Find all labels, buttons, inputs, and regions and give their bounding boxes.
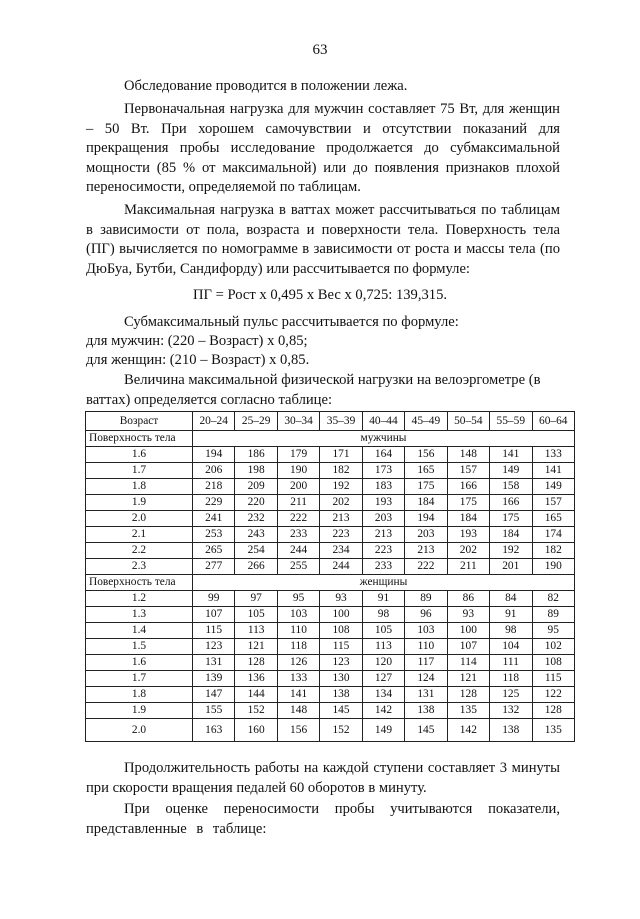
header-age-group: 25–29 xyxy=(235,412,277,431)
table-row xyxy=(86,703,575,719)
load-cell: 124 xyxy=(405,671,447,687)
load-cell: 121 xyxy=(447,671,489,687)
load-cell: 130 xyxy=(320,671,362,687)
load-cell: 254 xyxy=(235,543,277,559)
load-cell: 128 xyxy=(235,655,277,671)
body-surface-formula: ПГ = Рост х 0,495 х Вес х 0,725: 139,315. xyxy=(192,287,448,303)
paragraph-tolerance: При оценке переносимости пробы учитываются показатели, представленные в таблице: xyxy=(86,801,560,837)
load-cell: 141 xyxy=(277,687,319,703)
load-cell: 233 xyxy=(277,527,319,543)
load-cell: 243 xyxy=(235,527,277,543)
load-cell: 103 xyxy=(405,623,447,639)
load-cell: 82 xyxy=(532,591,575,607)
load-cell: 149 xyxy=(490,463,532,479)
men-label: мужчины xyxy=(193,431,575,447)
table-row xyxy=(86,495,575,511)
load-cell: 99 xyxy=(193,591,235,607)
header-surface: Поверхность тела xyxy=(86,431,193,447)
load-cell: 164 xyxy=(362,447,404,463)
surface-cell: 1.3 xyxy=(86,607,193,623)
load-cell: 111 xyxy=(490,655,532,671)
load-cell: 165 xyxy=(405,463,447,479)
table-row xyxy=(86,511,575,527)
load-cell: 148 xyxy=(277,703,319,719)
load-cell: 134 xyxy=(362,687,404,703)
header-age-group: 35–39 xyxy=(320,412,362,431)
load-cell: 110 xyxy=(405,639,447,655)
surface-cell: 1.9 xyxy=(86,703,193,719)
load-cell: 145 xyxy=(320,703,362,719)
table-row xyxy=(86,671,575,687)
load-cell: 131 xyxy=(405,687,447,703)
load-cell: 182 xyxy=(532,543,575,559)
women-label: женщины xyxy=(193,575,575,591)
load-cell: 135 xyxy=(447,703,489,719)
table-row xyxy=(86,623,575,639)
load-cell: 98 xyxy=(490,623,532,639)
load-cell: 157 xyxy=(532,495,575,511)
load-cell: 115 xyxy=(193,623,235,639)
load-cell: 113 xyxy=(362,639,404,655)
load-cell: 234 xyxy=(320,543,362,559)
load-cell: 201 xyxy=(490,559,532,575)
load-cell: 175 xyxy=(405,479,447,495)
surface-cell: 1.7 xyxy=(86,463,193,479)
load-cell: 203 xyxy=(362,511,404,527)
load-cell: 190 xyxy=(532,559,575,575)
load-cell: 266 xyxy=(235,559,277,575)
load-cell: 163 xyxy=(193,719,235,742)
load-cell: 118 xyxy=(277,639,319,655)
surface-cell: 1.7 xyxy=(86,671,193,687)
load-cell: 93 xyxy=(447,607,489,623)
load-cell: 149 xyxy=(532,479,575,495)
load-cell: 149 xyxy=(362,719,404,742)
women-section-row xyxy=(86,575,575,591)
load-cell: 110 xyxy=(277,623,319,639)
load-cell: 165 xyxy=(532,511,575,527)
load-cell: 128 xyxy=(532,703,575,719)
paragraph-submax-pulse: Субмаксимальный пульс рассчитывается по формуле: xyxy=(124,314,459,330)
table-row xyxy=(86,527,575,543)
load-cell: 155 xyxy=(193,703,235,719)
load-cell: 118 xyxy=(490,671,532,687)
load-cell: 171 xyxy=(320,447,362,463)
load-cell: 156 xyxy=(405,447,447,463)
load-cell: 89 xyxy=(532,607,575,623)
load-cell: 166 xyxy=(490,495,532,511)
load-cell: 202 xyxy=(447,543,489,559)
surface-cell: 1.8 xyxy=(86,687,193,703)
load-cell: 120 xyxy=(362,655,404,671)
load-cell: 127 xyxy=(362,671,404,687)
load-cell: 95 xyxy=(532,623,575,639)
load-cell: 223 xyxy=(320,527,362,543)
load-cell: 198 xyxy=(235,463,277,479)
load-cell: 179 xyxy=(277,447,319,463)
formula-men: для мужчин: (220 – Возраст) х 0,85; xyxy=(86,333,308,349)
load-cell: 105 xyxy=(235,607,277,623)
load-cell: 138 xyxy=(490,719,532,742)
table-row xyxy=(86,543,575,559)
load-cell: 132 xyxy=(490,703,532,719)
table-row xyxy=(86,463,575,479)
load-cell: 166 xyxy=(447,479,489,495)
load-cell: 138 xyxy=(320,687,362,703)
load-cell: 86 xyxy=(447,591,489,607)
load-cell: 142 xyxy=(362,703,404,719)
load-cell: 103 xyxy=(277,607,319,623)
load-cell: 144 xyxy=(235,687,277,703)
table-row xyxy=(86,687,575,703)
load-cell: 138 xyxy=(405,703,447,719)
load-cell: 113 xyxy=(235,623,277,639)
load-cell: 100 xyxy=(320,607,362,623)
header-age-group: 50–54 xyxy=(447,412,489,431)
load-cell: 193 xyxy=(447,527,489,543)
load-cell: 203 xyxy=(405,527,447,543)
load-cell: 96 xyxy=(405,607,447,623)
load-cell: 223 xyxy=(362,543,404,559)
load-cell: 125 xyxy=(490,687,532,703)
table-row xyxy=(86,607,575,623)
paragraph-initial-load: Первоначальная нагрузка для мужчин составляет 75 Вт, для женщин – 50 Вт. При хорошем самочувствии и отсутствии показаний для прекращения пробы исследование продолжается до субмаксимальной мощности (85 % от максимальной) или до появления признаков плохой переносимости, определяемой по таблицам. xyxy=(86,101,560,196)
paragraph-position: Обследование проводится в положении лежа. xyxy=(124,78,408,94)
load-cell: 211 xyxy=(277,495,319,511)
men-section-row xyxy=(86,431,575,447)
surface-cell: 1.8 xyxy=(86,479,193,495)
table-row xyxy=(86,447,575,463)
load-cell: 123 xyxy=(193,639,235,655)
load-cell: 107 xyxy=(193,607,235,623)
load-cell: 244 xyxy=(277,543,319,559)
load-cell: 160 xyxy=(235,719,277,742)
load-cell: 253 xyxy=(193,527,235,543)
load-cell: 136 xyxy=(235,671,277,687)
load-cell: 213 xyxy=(320,511,362,527)
load-cell: 192 xyxy=(490,543,532,559)
load-cell: 183 xyxy=(362,479,404,495)
load-cell: 145 xyxy=(405,719,447,742)
load-cell: 122 xyxy=(532,687,575,703)
load-cell: 213 xyxy=(405,543,447,559)
surface-cell: 2.2 xyxy=(86,543,193,559)
load-cell: 218 xyxy=(193,479,235,495)
surface-cell: 1.4 xyxy=(86,623,193,639)
max-load-table xyxy=(85,411,575,742)
load-cell: 98 xyxy=(362,607,404,623)
load-cell: 200 xyxy=(277,479,319,495)
load-cell: 158 xyxy=(490,479,532,495)
surface-cell: 1.5 xyxy=(86,639,193,655)
load-cell: 121 xyxy=(235,639,277,655)
page-number: 63 xyxy=(312,42,328,58)
load-cell: 131 xyxy=(193,655,235,671)
load-cell: 192 xyxy=(320,479,362,495)
table-row xyxy=(86,639,575,655)
table-row xyxy=(86,655,575,671)
load-cell: 184 xyxy=(405,495,447,511)
header-age: Возраст xyxy=(86,412,193,431)
surface-cell: 2.0 xyxy=(86,511,193,527)
paragraph-stage-duration: Продолжительность работы на каждой ступени составляет 3 минуты при скорости вращения педалей 60 оборотов в минуту. xyxy=(86,760,560,796)
load-cell: 104 xyxy=(490,639,532,655)
surface-cell: 2.3 xyxy=(86,559,193,575)
load-cell: 102 xyxy=(532,639,575,655)
table-row xyxy=(86,591,575,607)
load-cell: 202 xyxy=(320,495,362,511)
surface-cell: 1.6 xyxy=(86,655,193,671)
load-cell: 141 xyxy=(490,447,532,463)
header-age-group: 45–49 xyxy=(405,412,447,431)
surface-cell: 1.6 xyxy=(86,447,193,463)
header-age-group: 20–24 xyxy=(193,412,235,431)
load-cell: 194 xyxy=(193,447,235,463)
load-cell: 114 xyxy=(447,655,489,671)
load-cell: 91 xyxy=(362,591,404,607)
table-row xyxy=(86,559,575,575)
load-cell: 142 xyxy=(447,719,489,742)
load-cell: 117 xyxy=(405,655,447,671)
table-header-row xyxy=(86,412,575,431)
load-cell: 190 xyxy=(277,463,319,479)
surface-cell: 1.9 xyxy=(86,495,193,511)
load-cell: 141 xyxy=(532,463,575,479)
load-cell: 222 xyxy=(277,511,319,527)
header-age-group: 30–34 xyxy=(277,412,319,431)
load-cell: 233 xyxy=(362,559,404,575)
load-cell: 84 xyxy=(490,591,532,607)
load-cell: 108 xyxy=(532,655,575,671)
load-cell: 241 xyxy=(193,511,235,527)
load-cell: 174 xyxy=(532,527,575,543)
load-cell: 97 xyxy=(235,591,277,607)
load-cell: 133 xyxy=(532,447,575,463)
load-cell: 193 xyxy=(362,495,404,511)
load-cell: 184 xyxy=(447,511,489,527)
load-cell: 244 xyxy=(320,559,362,575)
header-surface: Поверхность тела xyxy=(86,575,193,591)
load-cell: 152 xyxy=(320,719,362,742)
load-cell: 89 xyxy=(405,591,447,607)
load-cell: 152 xyxy=(235,703,277,719)
load-cell: 211 xyxy=(447,559,489,575)
load-cell: 148 xyxy=(447,447,489,463)
load-cell: 277 xyxy=(193,559,235,575)
load-cell: 126 xyxy=(277,655,319,671)
load-cell: 175 xyxy=(447,495,489,511)
load-cell: 128 xyxy=(447,687,489,703)
load-cell: 186 xyxy=(235,447,277,463)
load-cell: 222 xyxy=(405,559,447,575)
load-cell: 194 xyxy=(405,511,447,527)
table-row xyxy=(86,719,575,742)
surface-cell: 1.2 xyxy=(86,591,193,607)
paragraph-table-intro: Величина максимальной физической нагрузки на велоэргометре (в ваттах) определяется согласно таблице: xyxy=(86,372,541,408)
load-cell: 100 xyxy=(447,623,489,639)
load-cell: 184 xyxy=(490,527,532,543)
formula-women: для женщин: (210 – Возраст) х 0,85. xyxy=(86,352,310,368)
load-cell: 115 xyxy=(532,671,575,687)
load-cell: 182 xyxy=(320,463,362,479)
header-age-group: 60–64 xyxy=(532,412,575,431)
surface-cell: 2.0 xyxy=(86,719,193,742)
load-cell: 107 xyxy=(447,639,489,655)
load-cell: 91 xyxy=(490,607,532,623)
load-cell: 108 xyxy=(320,623,362,639)
load-cell: 115 xyxy=(320,639,362,655)
header-age-group: 40–44 xyxy=(362,412,404,431)
load-cell: 156 xyxy=(277,719,319,742)
header-age-group: 55–59 xyxy=(490,412,532,431)
load-cell: 147 xyxy=(193,687,235,703)
load-cell: 232 xyxy=(235,511,277,527)
load-cell: 123 xyxy=(320,655,362,671)
surface-cell: 2.1 xyxy=(86,527,193,543)
load-cell: 105 xyxy=(362,623,404,639)
load-cell: 175 xyxy=(490,511,532,527)
load-cell: 135 xyxy=(532,719,575,742)
load-cell: 255 xyxy=(277,559,319,575)
load-cell: 139 xyxy=(193,671,235,687)
load-cell: 206 xyxy=(193,463,235,479)
load-cell: 95 xyxy=(277,591,319,607)
table-row xyxy=(86,479,575,495)
load-cell: 220 xyxy=(235,495,277,511)
load-cell: 229 xyxy=(193,495,235,511)
load-cell: 173 xyxy=(362,463,404,479)
load-cell: 265 xyxy=(193,543,235,559)
load-cell: 213 xyxy=(362,527,404,543)
load-cell: 93 xyxy=(320,591,362,607)
load-cell: 157 xyxy=(447,463,489,479)
paragraph-max-load: Максимальная нагрузка в ваттах может рассчитываться по таблицам в зависимости от пола, возраста и поверхности тела. Поверхность тела (ПГ) вычисляется по номограмме в зависимости от роста и массы тела (по ДюБуа, Бутби, Сандифорду) или рассчитывается по формуле: xyxy=(86,202,560,277)
load-cell: 133 xyxy=(277,671,319,687)
load-cell: 209 xyxy=(235,479,277,495)
